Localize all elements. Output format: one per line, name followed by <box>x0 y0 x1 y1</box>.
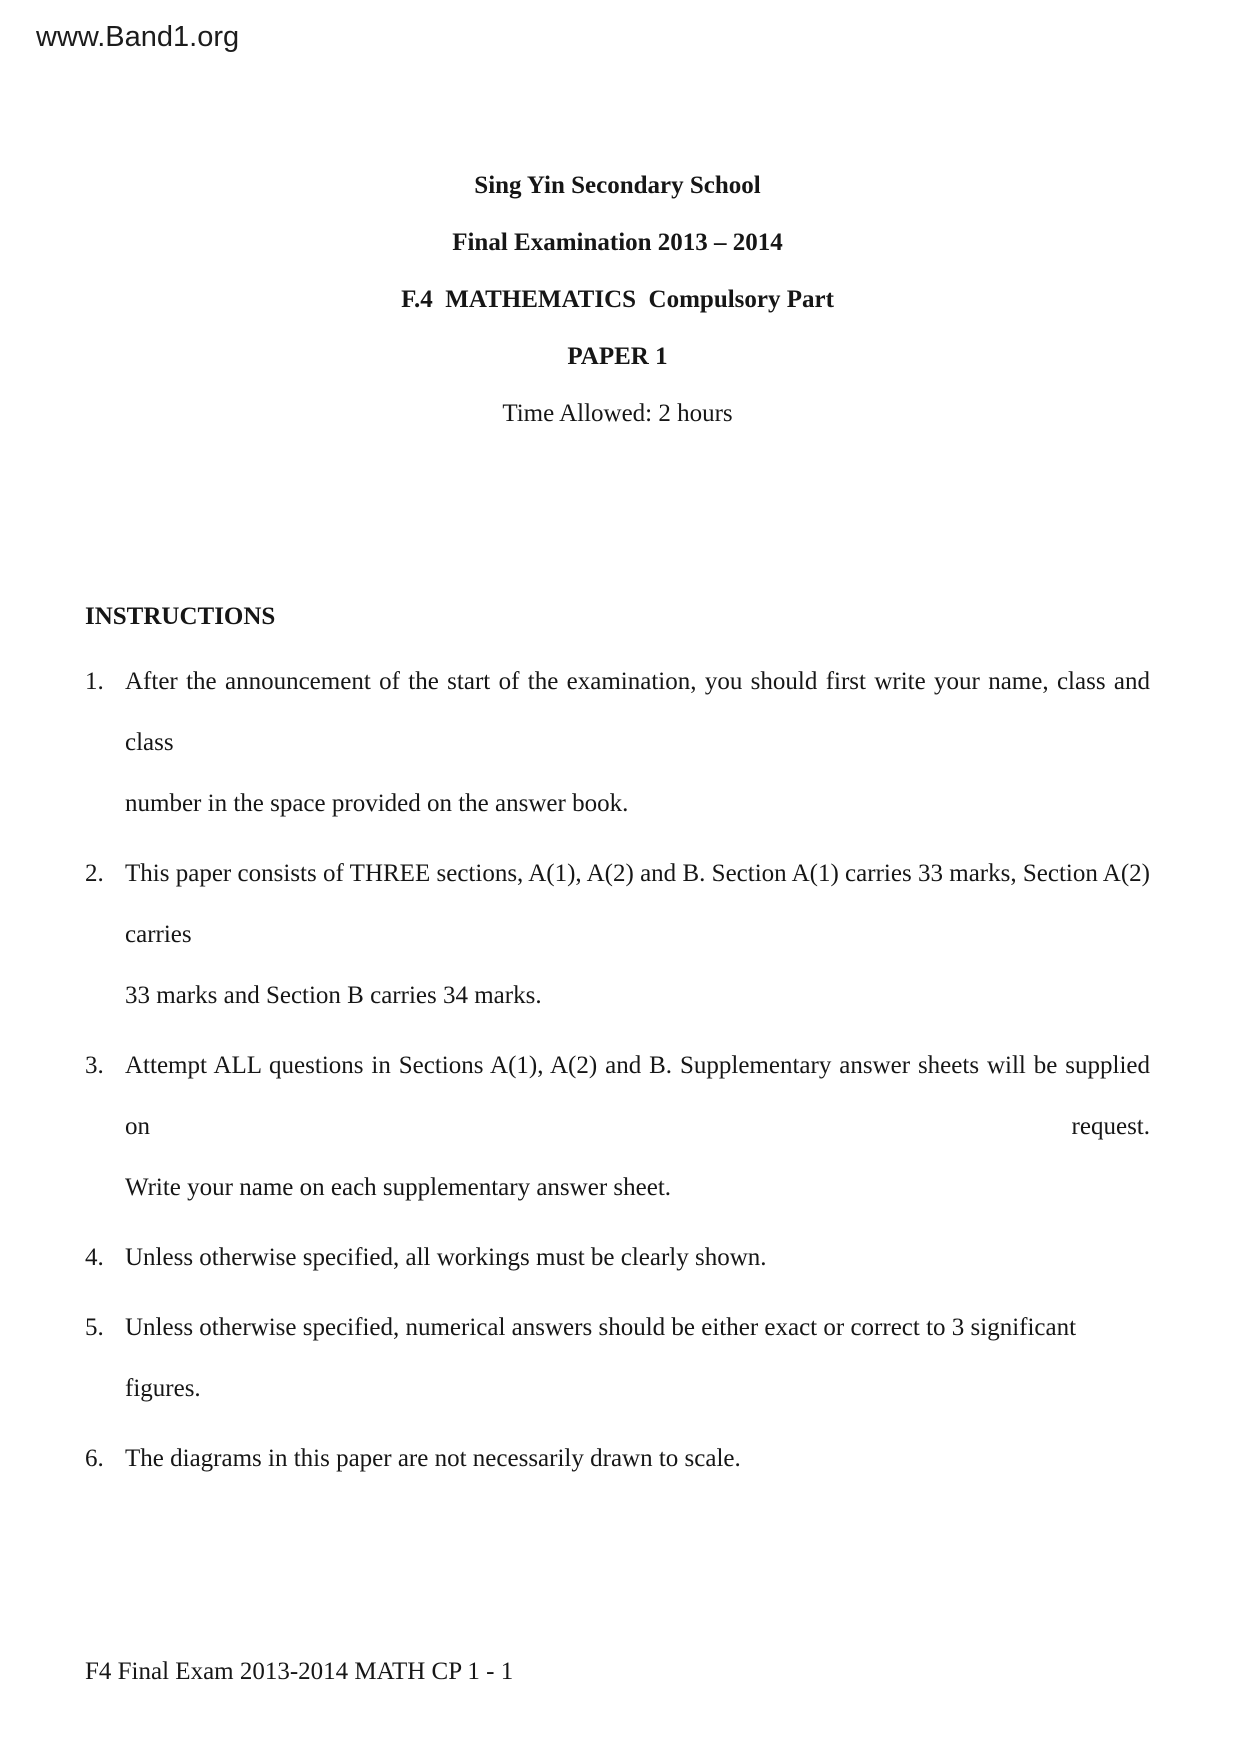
item-number: 3. <box>85 1052 104 1079</box>
subject-title: F.4 MATHEMATICS Compulsory Part <box>401 286 834 313</box>
item-text-line: Attempt ALL questions in Sections A(1), A(2) and B. Supplementary answer sheets will be supplied on request. <box>125 1052 1150 1140</box>
item-text <box>125 1035 1150 1218</box>
exam-header <box>85 157 1150 442</box>
item-text <box>125 1428 1150 1489</box>
item-text <box>125 1297 1150 1419</box>
instructions-list <box>85 651 1150 1489</box>
item-text-line: number in the space provided on the answer book. <box>125 790 629 817</box>
instruction-item <box>85 1035 1150 1218</box>
item-text-line: Unless otherwise specified, all workings must be clearly shown. <box>125 1244 767 1271</box>
item-number: 1. <box>85 668 104 695</box>
site-watermark: www.Band1.org <box>36 21 240 53</box>
item-text-line: Unless otherwise specified, numerical answers should be either exact or correct to 3 significant figures. <box>125 1314 1077 1402</box>
item-text-line: The diagrams in this paper are not necessarily drawn to scale. <box>125 1445 741 1472</box>
item-text <box>125 1227 1150 1288</box>
paper-title: PAPER 1 <box>567 343 668 370</box>
item-number: 6. <box>85 1445 104 1472</box>
school-name: Sing Yin Secondary School <box>474 172 761 199</box>
instruction-item <box>85 651 1150 834</box>
item-text <box>125 843 1150 1026</box>
item-text <box>125 651 1150 834</box>
item-text-line: This paper consists of THREE sections, A(1), A(2) and B. Section A(1) carries 33 marks, Section A(2) carries <box>125 860 1150 948</box>
exam-title: Final Examination 2013 – 2014 <box>452 229 783 256</box>
item-text-line: Write your name on each supplementary answer sheet. <box>125 1174 672 1201</box>
item-text-line: After the announcement of the start of the examination, you should first write your name, class and class <box>125 668 1150 756</box>
instruction-item <box>85 1227 1150 1288</box>
item-number: 4. <box>85 1244 104 1271</box>
instruction-item <box>85 1297 1150 1419</box>
item-number: 2. <box>85 860 104 887</box>
instruction-item <box>85 843 1150 1026</box>
time-allowed: Time Allowed: 2 hours <box>502 400 733 427</box>
instructions-heading: INSTRUCTIONS <box>85 603 276 630</box>
item-text-line: 33 marks and Section B carries 34 marks. <box>125 982 542 1009</box>
page-footer: F4 Final Exam 2013-2014 MATH CP 1 - 1 <box>85 1658 514 1685</box>
instruction-item <box>85 1428 1150 1489</box>
item-number: 5. <box>85 1314 104 1341</box>
